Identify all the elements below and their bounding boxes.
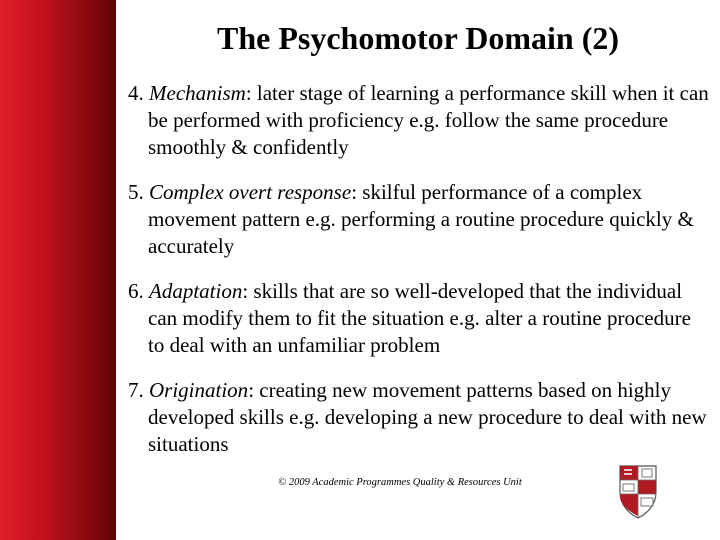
item-text: : skills that are so well-developed that the individual can modify them to fit the situation e.g. alter a routine procedure to deal with an unfamiliar problem — [148, 279, 691, 357]
list-item-mechanism — [128, 80, 712, 161]
slide-title: The Psychomotor Domain (2) — [216, 20, 620, 56]
item-term: Adaptation — [149, 279, 243, 303]
item-term: Origination — [149, 378, 249, 402]
list-item-origination — [128, 377, 712, 458]
item-term: Complex overt response — [149, 180, 352, 204]
item-number: 6. — [128, 279, 144, 303]
item-number: 4. — [128, 81, 144, 105]
item-number: 7. — [128, 378, 144, 402]
item-text: : later stage of learning a performance skill when it can be performed with proficiency e.g. follow the same procedure smoothly & confidently — [148, 81, 709, 159]
item-term: Mechanism — [149, 81, 246, 105]
list-item-complex-overt-response — [128, 179, 712, 260]
red-sidebar-bar — [0, 0, 116, 540]
item-text: : creating new movement patterns based on highly developed skills e.g. developing a new procedure to deal with new situations — [148, 378, 707, 456]
item-text: : skilful performance of a complex movement pattern e.g. performing a routine procedure quickly & accurately — [148, 180, 694, 258]
item-list — [128, 80, 712, 476]
copyright-footer: © 2009 Academic Programmes Quality & Resources Unit — [278, 477, 522, 488]
item-number: 5. — [128, 180, 144, 204]
list-item-adaptation — [128, 278, 712, 359]
university-crest-icon — [614, 462, 662, 522]
